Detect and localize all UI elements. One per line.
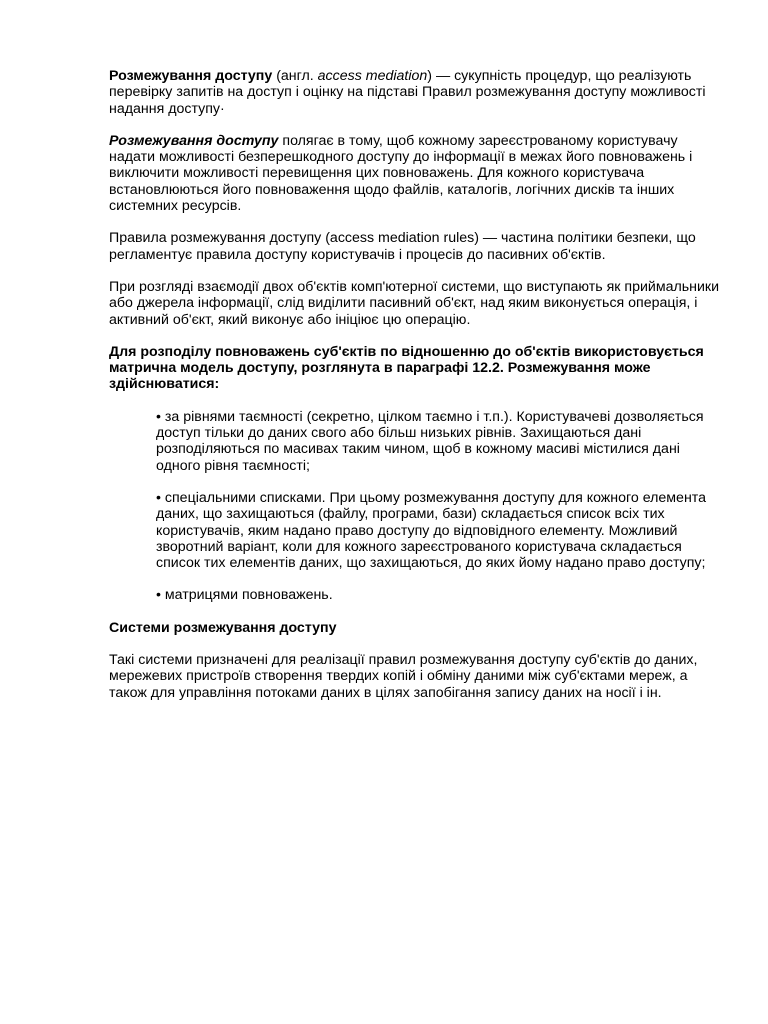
rules-paragraph: Правила розмежування доступу (access mediation rules) — частина політики безпеки, що регламентує правила доступу користувачів і процесів до пасивних об'єктів. xyxy=(109,230,696,263)
systems-paragraph: Такі системи призначені для реалізації правил розмежування доступу суб'єктів до даних, мережевих пристроїв створення твердих копій і обміну даними між суб'єктами мереж, а також для управління потоками даних в цілях запобігання запису даних на носії і ін. xyxy=(109,652,698,701)
intro-paragraph xyxy=(109,68,721,117)
term-bold-italic: Розмежування доступу xyxy=(109,132,279,149)
section-heading: Системи розмежування доступу xyxy=(109,619,337,636)
intro-text-1: (англ. xyxy=(272,68,318,84)
matrix-model-paragraph: Для розподілу повноважень суб'єктів по відношенню до об'єктів використовується матрична модель доступу, розглянута в параграфі 12.2. Розмежування може здійснюватися: xyxy=(109,343,704,393)
document-page xyxy=(109,68,721,717)
methods-list xyxy=(156,409,721,604)
term-bold: Розмежування доступу xyxy=(109,68,273,84)
definition-paragraph xyxy=(109,133,721,214)
list-item: • за рівнями таємності (секретно, цілком таємно і т.п.). Користувачеві дозволяється доступ тільки до даних свого або більш низьких рівнів. Захищаються дані розподіляються по масивах таким чином, щоб в кожному масиві містилися дані одного рівня таємності; xyxy=(156,408,704,474)
english-term: access mediation xyxy=(317,68,428,84)
intro-text-2: ) — сукупність процедур, що реалізують перевірку запитів на доступ і оцінку на підставі Правил розмежування доступу можливості надання доступу· xyxy=(109,68,706,117)
list-item: • спеціальними списками. При цьому розмежування доступу для кожного елемента даних, що захищаються (файлу, програми, бази) складається список всіх тих користувачів, яким надано право доступу до відповідного елементу. Можливий зворотний варіант, коли для кожного зареєстрованого користувача складається список тих елементів даних, що захищаються, до яких йому надано право доступу; xyxy=(156,489,707,572)
list-item: • матрицями повноважень. xyxy=(156,587,333,604)
definition-text: полягає в тому, щоб кожному зареєстрованому користувачу надати можливості безперешкодного доступу до інформації в межах його повноважень і виключити можливості перевищення цих повноважень. Для кожного користувача встановлюються його повноваження щодо файлів, каталогів, логічних дисків та інших системних ресурсів. xyxy=(109,132,693,215)
objects-paragraph: При розгляді взаємодії двох об'єктів комп'ютерної системи, що виступають як приймальники або джерела інформації, слід виділити пасивний об'єкт, над яким виконується операція, і активний об'єкт, який виконує або ініціює цю операцію. xyxy=(109,278,720,328)
